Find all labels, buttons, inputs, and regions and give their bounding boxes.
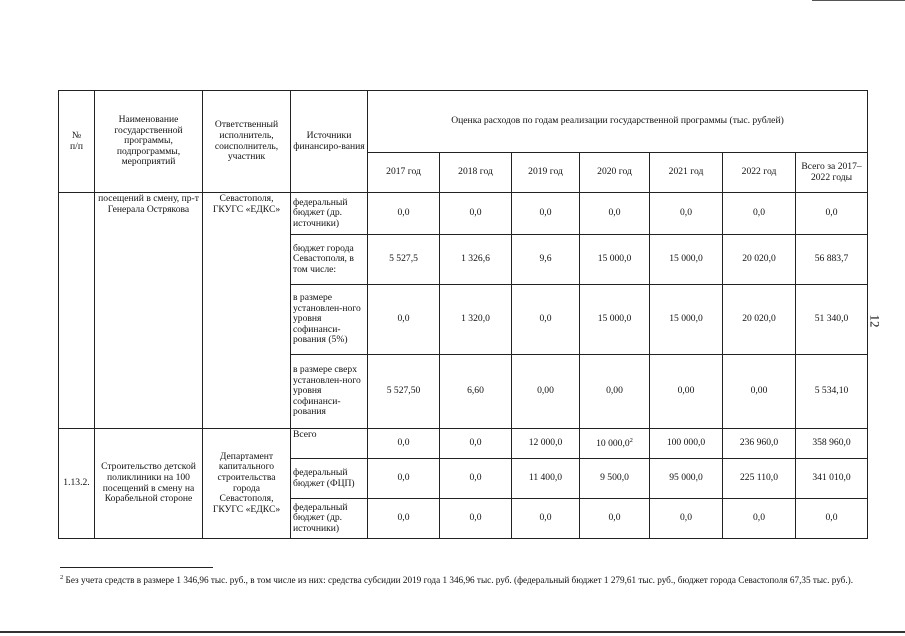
- value-cell: [650, 285, 723, 355]
- value-text: 0,0: [469, 472, 482, 484]
- value-text: 0,0: [469, 207, 482, 219]
- funding-source: бюджет города Севастополя, в том числе:: [291, 235, 368, 285]
- value-cell: [512, 499, 580, 539]
- value-cell: [368, 235, 440, 285]
- value-cell: [650, 459, 723, 499]
- value-cell: [512, 459, 580, 499]
- responsible-executor: Департамент капитального строительства города Севастополя, ГКУГС «ЕДКС»: [203, 429, 291, 539]
- value-text: 0,0: [397, 207, 410, 219]
- value-cell: [512, 429, 580, 459]
- value-cell: [580, 499, 650, 539]
- value-text: 0,0: [680, 207, 692, 219]
- header-year-2: 2019 год: [512, 153, 580, 193]
- measure-name: Строительство детской поликлиники на 100 посещений в смену на Корабельной стороне: [95, 429, 203, 539]
- value-cell: [440, 235, 512, 285]
- value-text: 20 020,0: [742, 313, 776, 325]
- value-text: 0,0: [680, 512, 692, 524]
- scan-line-top: [812, 0, 905, 1]
- value-cell: [440, 459, 512, 499]
- value-cell: [368, 499, 440, 539]
- value-cell: [796, 355, 868, 429]
- row-number: [59, 193, 95, 429]
- value-text: 0,0: [825, 207, 838, 219]
- value-text: 15 000,0: [597, 253, 632, 265]
- value-cell: [796, 285, 868, 355]
- value-cell: [796, 235, 868, 285]
- value-cell: [723, 429, 796, 459]
- value-cell: [723, 355, 796, 429]
- funding-source: в размере сверх установлен-ного уровня софинанси-рования: [291, 355, 368, 429]
- value-text: 0,0: [397, 472, 410, 484]
- value-text: 0,0: [608, 207, 621, 219]
- value-cell: [368, 459, 440, 499]
- value-cell: [368, 285, 440, 355]
- value-text: 1 320,0: [461, 313, 490, 325]
- value-cell: [723, 235, 796, 285]
- value-text: 0,0: [397, 512, 410, 524]
- value-text: 10 000,0: [596, 438, 630, 450]
- header-year-0: 2017 год: [368, 153, 440, 193]
- value-text: 95 000,0: [669, 472, 703, 484]
- header-year-6: Всего за 2017–2022 годы: [796, 153, 868, 193]
- value-cell: [650, 429, 723, 459]
- header-year-4: 2021 год: [650, 153, 723, 193]
- group1-row: [59, 193, 868, 235]
- page-number: 12: [867, 314, 883, 328]
- value-cell: [440, 429, 512, 459]
- value-text: 0,0: [539, 313, 552, 325]
- value-cell: [368, 355, 440, 429]
- value-text: 6,60: [467, 385, 484, 397]
- value-cell: [512, 235, 580, 285]
- value-text: 15 000,0: [597, 313, 632, 325]
- value-text: 5 527,50: [386, 385, 421, 397]
- header-num-label: № п/п: [70, 129, 83, 152]
- value-cell: [723, 193, 796, 235]
- header-name: Наименование государственной программы, подпрограммы, мероприятий: [95, 91, 203, 193]
- value-cell: [580, 429, 650, 459]
- header-year-1: 2018 год: [440, 153, 512, 193]
- expenses-table: [58, 90, 868, 539]
- value-cell: [796, 459, 868, 499]
- value-cell: [723, 499, 796, 539]
- header-num: [59, 91, 95, 193]
- value-text: 20 020,0: [742, 253, 776, 265]
- value-text: 358 960,0: [812, 437, 851, 449]
- value-text: 0,0: [397, 313, 410, 325]
- value-text: 0,0: [753, 512, 765, 524]
- value-text: 1 326,6: [461, 253, 490, 265]
- value-text: 0,0: [469, 512, 482, 524]
- value-text: 15 000,0: [669, 313, 703, 325]
- header-year-3: 2020 год: [580, 153, 650, 193]
- value-text: 0,00: [677, 385, 695, 397]
- scan-line-bottom: [0, 631, 905, 633]
- value-cell: [580, 193, 650, 235]
- value-text: 0,00: [750, 385, 768, 397]
- header-sources: Источники финансиро-вания: [291, 91, 368, 193]
- value-cell: [796, 499, 868, 539]
- value-cell: [796, 429, 868, 459]
- value-text: 15 000,0: [669, 253, 703, 265]
- value-text: 0,0: [608, 512, 621, 524]
- footnote-reference: 2: [629, 437, 633, 445]
- value-text: 56 883,7: [814, 253, 849, 265]
- value-cell: [580, 235, 650, 285]
- value-text: 0,0: [753, 207, 765, 219]
- value-text: 5 527,5: [389, 253, 418, 265]
- footnote-text: Без учета средств в размере 1 346,96 тыс. руб., в том числе из них: средства субсидии 2019 года 1 346,96 тыс. руб. (федеральный бюджет 1 279,61 тыс. руб., бюджет города Севастополя 67,35 тыс. руб.).: [63, 575, 853, 586]
- row-number: 1.13.2.: [59, 429, 95, 539]
- value-cell: [723, 285, 796, 355]
- responsible-executor: Севастополя, ГКУГС «ЕДКС»: [203, 193, 291, 429]
- value-text: 0,0: [469, 437, 482, 449]
- value-cell: [650, 235, 723, 285]
- value-cell: [580, 459, 650, 499]
- value-cell: [650, 355, 723, 429]
- value-cell: [440, 355, 512, 429]
- value-text: 225 110,0: [739, 472, 779, 484]
- value-text: 11 400,0: [528, 472, 563, 484]
- value-text: 0,00: [606, 385, 623, 397]
- value-text: 0,0: [539, 512, 552, 524]
- value-cell: [512, 355, 580, 429]
- value-cell: [650, 193, 723, 235]
- value-text: 9 500,0: [600, 472, 629, 484]
- footnote-divider: [60, 567, 213, 568]
- funding-source: в размере установлен-ного уровня софинанси-рования (5%): [291, 285, 368, 355]
- funding-source: Всего: [291, 429, 368, 459]
- value-cell: [368, 429, 440, 459]
- funding-source: федеральный бюджет (др. источники): [291, 499, 368, 539]
- measure-name: посещений в смену, пр-т Генерала Острякова: [95, 193, 203, 429]
- value-text: 0,0: [825, 512, 838, 524]
- funding-source: федеральный бюджет (ФЦП): [291, 459, 368, 499]
- value-cell: [580, 285, 650, 355]
- value-cell: [368, 193, 440, 235]
- value-cell: [440, 499, 512, 539]
- value-cell: [512, 193, 580, 235]
- value-text: 9,6: [539, 253, 552, 265]
- value-cell: [440, 193, 512, 235]
- value-text: 51 340,0: [814, 313, 849, 325]
- value-text: 5 534,10: [814, 385, 849, 397]
- value-text: 341 010,0: [812, 472, 851, 484]
- value-text: 100 000,0: [666, 437, 706, 449]
- value-cell: [512, 285, 580, 355]
- value-text: 0,0: [397, 437, 410, 449]
- value-text: 12 000,0: [528, 437, 563, 449]
- value-cell: [796, 193, 868, 235]
- value-text: 0,00: [537, 385, 554, 397]
- group2-row: [59, 429, 868, 459]
- header-year-5: 2022 год: [723, 153, 796, 193]
- header-responsible: Ответственный исполнитель, соисполнитель, участник: [203, 91, 291, 193]
- value-cell: [440, 285, 512, 355]
- footnote-mark: 2: [60, 574, 64, 581]
- value-cell: [650, 499, 723, 539]
- header-estimate: Оценка расходов по годам реализации государственной программы (тыс. рублей): [368, 91, 868, 153]
- value-text: 236 960,0: [739, 437, 779, 449]
- value-cell: [723, 459, 796, 499]
- value-cell: [580, 355, 650, 429]
- footnote: [60, 573, 860, 587]
- funding-source: федеральный бюджет (др. источники): [291, 193, 368, 235]
- value-text: 0,0: [539, 207, 552, 219]
